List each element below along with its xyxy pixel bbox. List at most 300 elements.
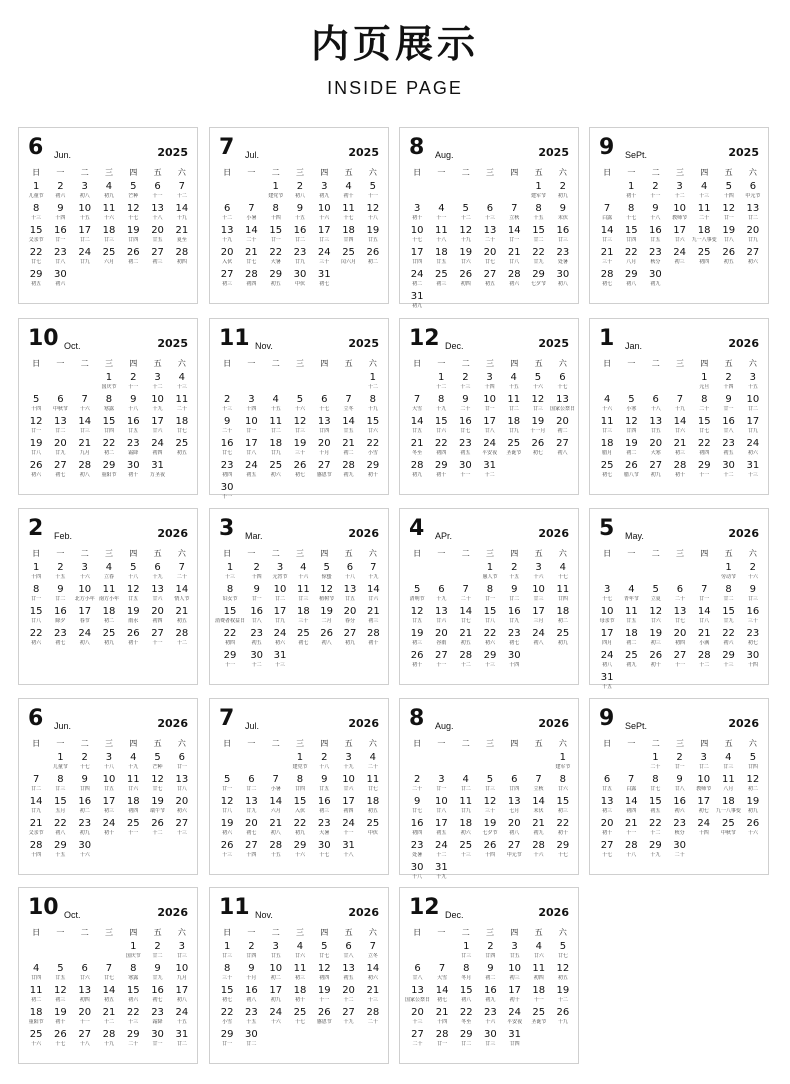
day-number: 28 — [366, 1007, 380, 1018]
day-cell — [361, 460, 385, 482]
lunar-label: 初二 — [270, 975, 281, 981]
day-cell — [478, 1029, 502, 1051]
lunar-label: 清明节 — [409, 596, 425, 602]
weekday-label: 六 — [558, 739, 567, 748]
day-cell — [361, 394, 385, 416]
day-number: 17 — [600, 628, 614, 639]
month-header — [19, 509, 197, 543]
day-cell — [292, 606, 315, 628]
day-number: 12 — [320, 584, 334, 595]
day-number: 26 — [320, 628, 334, 639]
lunar-label: 中秋节 — [52, 406, 68, 412]
day-number: 16 — [317, 796, 331, 807]
month-name: Dec. — [445, 910, 464, 920]
lunar-label: 二十 — [176, 574, 187, 580]
day-number: 23 — [484, 1007, 497, 1018]
lunar-label: 十二 — [152, 830, 163, 836]
weekday-row — [24, 928, 194, 938]
lunar-label: 芒种 — [152, 764, 163, 770]
day-cell — [73, 985, 97, 1007]
day-cell — [454, 203, 478, 225]
empty-cell — [24, 941, 48, 963]
day-cell — [312, 752, 336, 774]
lunar-label: 廿三 — [298, 596, 309, 602]
day-number: 28 — [78, 460, 92, 471]
lunar-label: 南方小年 — [98, 596, 119, 602]
day-cell — [239, 840, 263, 862]
weekday-label: 二 — [461, 168, 470, 177]
day-number: 8 — [130, 963, 137, 974]
day-cell — [741, 818, 765, 840]
day-number: 24 — [532, 628, 545, 639]
day-cell — [288, 181, 312, 203]
lunar-label: 小满 — [699, 640, 710, 646]
lunar-label: 廿五 — [367, 237, 378, 243]
lunar-label: 三十 — [222, 975, 233, 981]
lunar-label: 十九 — [367, 406, 378, 412]
lunar-label: 十三 — [128, 1019, 139, 1025]
day-cell — [716, 628, 740, 650]
day-cell — [73, 203, 97, 225]
lunar-label: 十九 — [152, 406, 163, 412]
day-number: 8 — [463, 963, 470, 974]
weekday-label: 五 — [153, 168, 162, 177]
day-number: 23 — [459, 438, 472, 449]
lunar-label: 初二 — [31, 997, 42, 1003]
day-grid — [215, 941, 385, 1051]
day-number: 4 — [272, 394, 279, 405]
day-number: 20 — [317, 438, 331, 449]
day-number: 9 — [154, 963, 161, 974]
empty-cell — [73, 941, 97, 963]
lunar-label: 初三 — [294, 975, 305, 981]
day-cell — [73, 460, 97, 482]
weekday-label: 一 — [627, 739, 636, 748]
lunar-label: 廿四 — [128, 237, 139, 243]
month-header — [19, 699, 197, 733]
lunar-label: 十四 — [31, 574, 42, 580]
day-cell — [430, 963, 454, 985]
lunar-label: 九一八事变 — [715, 808, 741, 814]
day-cell — [48, 203, 72, 225]
day-cell — [97, 584, 121, 606]
lunar-label: 小雪 — [367, 450, 378, 456]
lunar-label: 十二 — [460, 662, 471, 668]
day-cell — [361, 796, 385, 818]
day-number: 2 — [223, 394, 231, 405]
lunar-label: 廿四 — [626, 237, 637, 243]
day-number: 4 — [105, 181, 113, 192]
day-cell — [97, 225, 121, 247]
day-cell — [48, 606, 72, 628]
month-number: 7 — [219, 706, 235, 731]
day-cell — [264, 247, 288, 269]
lunar-label: 廿七 — [412, 808, 423, 814]
lunar-label: 廿二 — [508, 406, 519, 412]
day-cell — [24, 606, 48, 628]
day-cell — [405, 840, 429, 862]
lunar-label: 廿五 — [343, 428, 354, 434]
day-cell — [717, 181, 741, 203]
day-cell — [502, 438, 526, 460]
day-number: 16 — [410, 818, 424, 829]
month-header — [210, 888, 388, 922]
lunar-label: 重阳节 — [101, 472, 117, 478]
day-cell — [692, 203, 717, 225]
day-grid — [405, 941, 575, 1051]
day-number: 12 — [649, 606, 663, 617]
day-number: 27 — [245, 840, 258, 851]
day-number: 15 — [434, 416, 448, 427]
day-cell — [643, 203, 667, 225]
day-number: 11 — [269, 416, 283, 427]
day-cell — [215, 416, 239, 438]
day-number: 29 — [532, 269, 545, 280]
lunar-label: 初六 — [747, 259, 758, 265]
day-number: 22 — [483, 628, 497, 639]
day-cell — [264, 416, 288, 438]
lunar-label: 十五 — [55, 574, 66, 580]
day-number: 24 — [342, 818, 355, 829]
day-number: 13 — [746, 203, 760, 214]
day-number: 16 — [459, 416, 472, 427]
day-cell — [362, 628, 385, 650]
day-cell — [741, 774, 765, 796]
day-number: 19 — [126, 606, 140, 617]
day-cell — [526, 796, 550, 818]
lunar-label: 初三 — [319, 808, 330, 814]
empty-cell — [478, 181, 502, 203]
day-number: 6 — [486, 203, 494, 214]
day-number: 26 — [29, 460, 43, 471]
lunar-label: 初二 — [626, 450, 637, 456]
day-cell — [145, 394, 169, 416]
month-year: 2026 — [348, 717, 379, 730]
lunar-label: 十六 — [532, 384, 543, 390]
day-cell — [239, 941, 263, 963]
lunar-label: 二十 — [699, 215, 710, 221]
month-name: SePt. — [625, 150, 648, 160]
lunar-label: 廿九 — [152, 975, 163, 981]
day-number: 7 — [369, 941, 377, 952]
day-cell — [526, 774, 550, 796]
lunar-label: 初六 — [222, 830, 233, 836]
day-cell — [595, 460, 619, 482]
day-cell — [215, 941, 239, 963]
lunar-label: 初十 — [103, 830, 114, 836]
month-name: Oct. — [64, 910, 81, 920]
lunar-label: 廿二 — [533, 237, 544, 243]
day-number: 5 — [321, 941, 328, 952]
day-cell — [595, 584, 619, 606]
day-number: 10 — [269, 963, 283, 974]
day-cell — [644, 584, 668, 606]
month-year: 2026 — [728, 717, 759, 730]
day-cell — [170, 247, 194, 269]
day-cell — [716, 606, 740, 628]
weekday-label: 五 — [153, 359, 162, 368]
lunar-label: 初十 — [412, 215, 423, 221]
lunar-label: 元旦 — [699, 384, 710, 390]
day-number: 23 — [673, 818, 686, 829]
day-number: 23 — [245, 1007, 258, 1018]
lunar-label: 廿四 — [509, 1041, 520, 1047]
empty-cell — [619, 562, 643, 584]
lunar-label: 廿五 — [344, 596, 355, 602]
day-cell — [121, 963, 145, 985]
month-header — [19, 128, 197, 162]
day-number: 11 — [29, 985, 43, 996]
day-cell — [595, 225, 619, 247]
day-cell — [692, 628, 716, 650]
day-cell — [24, 774, 48, 796]
lunar-label: 廿八 — [723, 237, 734, 243]
day-number: 18 — [507, 416, 521, 427]
empty-cell — [595, 372, 619, 394]
lunar-label: 十八 — [128, 406, 139, 412]
month-year: 2025 — [157, 337, 188, 350]
day-cell — [215, 203, 239, 225]
day-number: 29 — [697, 460, 711, 471]
lunar-label: 廿三 — [79, 428, 90, 434]
day-number: 15 — [556, 796, 570, 807]
day-number: 1 — [652, 752, 659, 763]
lunar-label: 十一 — [319, 997, 330, 1003]
day-cell — [429, 650, 453, 672]
weekday-label: 六 — [558, 168, 567, 177]
lunar-label: 廿六 — [533, 953, 544, 959]
day-cell — [336, 203, 360, 225]
lunar-label: 十二 — [650, 830, 661, 836]
day-number: 9 — [248, 963, 255, 974]
day-number: 1 — [725, 562, 732, 573]
day-number: 21 — [175, 606, 189, 617]
day-cell — [145, 752, 169, 774]
day-number: 18 — [532, 985, 546, 996]
lunar-label: 初八 — [557, 450, 568, 456]
day-number: 14 — [175, 203, 189, 214]
day-cell — [288, 941, 312, 963]
lunar-label: 八月 — [626, 259, 637, 265]
lunar-label: 初六 — [270, 472, 281, 478]
day-cell — [215, 394, 239, 416]
day-cell — [619, 394, 643, 416]
lunar-label: 初七 — [55, 640, 66, 646]
day-cell — [643, 774, 667, 796]
day-grid — [24, 941, 194, 1051]
day-number: 22 — [54, 818, 67, 829]
weekday-label: 五 — [153, 549, 162, 558]
day-cell — [121, 460, 145, 482]
day-number: 8 — [535, 203, 542, 214]
day-cell — [741, 225, 765, 247]
day-number: 25 — [532, 1007, 546, 1018]
day-cell — [361, 438, 385, 460]
day-cell — [312, 1007, 336, 1029]
day-cell — [239, 774, 263, 796]
month-card — [18, 508, 198, 685]
lunar-label: 十三 — [699, 193, 710, 199]
lunar-label: 初四 — [699, 450, 710, 456]
lunar-label: 廿四 — [79, 786, 90, 792]
day-cell — [644, 416, 668, 438]
lunar-label: 大雪 — [412, 406, 423, 412]
lunar-label: 初八 — [509, 830, 520, 836]
lunar-label: 廿六 — [294, 953, 305, 959]
month-card — [589, 698, 769, 875]
day-cell — [315, 584, 338, 606]
lunar-label: 十六 — [533, 574, 544, 580]
day-cell — [312, 796, 336, 818]
day-number: 7 — [511, 203, 518, 214]
day-cell — [430, 985, 454, 1007]
day-number: 28 — [29, 840, 43, 851]
lunar-label: 大暑 — [319, 830, 330, 836]
lunar-label: 初十 — [128, 472, 139, 478]
day-cell — [170, 628, 194, 650]
lunar-label: 五月 — [55, 808, 66, 814]
day-cell — [429, 460, 453, 482]
day-cell — [170, 562, 194, 584]
weekday-label: 二 — [271, 359, 280, 368]
month-header — [210, 319, 388, 353]
day-number: 13 — [556, 394, 569, 405]
weekday-label: 四 — [129, 168, 138, 177]
day-cell — [454, 840, 478, 862]
day-number: 15 — [29, 225, 43, 236]
lunar-label: 九一八事变 — [691, 237, 717, 243]
day-number: 27 — [507, 840, 521, 851]
day-cell — [595, 840, 619, 862]
weekday-label: 日 — [413, 928, 422, 937]
day-number: 9 — [676, 774, 683, 785]
day-cell — [24, 394, 48, 416]
day-cell — [526, 394, 550, 416]
day-number: 13 — [151, 584, 164, 595]
lunar-label: 廿一 — [31, 428, 42, 434]
lunar-label: 三十 — [602, 259, 613, 265]
lunar-label: 初八 — [79, 472, 90, 478]
month-card — [209, 698, 389, 875]
day-number: 9 — [652, 203, 659, 214]
lunar-label: 寒露 — [103, 406, 114, 412]
day-number: 10 — [175, 963, 189, 974]
lunar-label: 二十 — [222, 428, 233, 434]
day-number: 24 — [269, 1007, 283, 1018]
lunar-label: 廿二 — [79, 237, 90, 243]
month-number: 9 — [599, 135, 615, 160]
day-cell — [215, 247, 239, 269]
empty-cell — [668, 562, 692, 584]
day-number: 14 — [342, 416, 355, 427]
lunar-label: 十八 — [128, 574, 139, 580]
day-cell — [551, 203, 575, 225]
lunar-label: 十四 — [246, 852, 257, 858]
lunar-label: 十七 — [343, 215, 354, 221]
day-cell — [619, 840, 643, 862]
day-cell — [239, 796, 263, 818]
day-cell — [526, 840, 550, 862]
lunar-label: 初七 — [298, 640, 309, 646]
day-cell — [24, 416, 48, 438]
lunar-label: 廿五 — [412, 428, 423, 434]
lunar-label: 廿一 — [176, 764, 187, 770]
day-cell — [692, 460, 716, 482]
lunar-label: 廿四 — [319, 428, 330, 434]
empty-cell — [454, 562, 478, 584]
lunar-label: 七夕节 — [482, 830, 498, 836]
day-number: 16 — [245, 985, 258, 996]
lunar-label: 十八 — [79, 1041, 90, 1047]
day-number: 2 — [725, 372, 732, 383]
lunar-label: 初七 — [152, 997, 163, 1003]
day-cell — [97, 394, 121, 416]
day-cell — [619, 225, 643, 247]
day-cell — [48, 394, 72, 416]
month-name: Nov. — [255, 341, 273, 351]
day-cell — [288, 818, 312, 840]
day-number: 4 — [438, 203, 445, 214]
day-number: 18 — [29, 1007, 43, 1018]
lunar-label: 初五 — [557, 975, 568, 981]
day-number: 30 — [220, 482, 234, 493]
lunar-label: 初十 — [412, 662, 423, 668]
day-cell — [24, 796, 48, 818]
day-number: 27 — [649, 460, 663, 471]
lunar-label: 十一 — [436, 662, 447, 668]
lunar-label: 二十 — [412, 1041, 423, 1047]
day-number: 16 — [126, 416, 140, 427]
lunar-label: 廿二 — [509, 596, 520, 602]
weekday-row — [215, 168, 385, 178]
day-number: 19 — [483, 818, 497, 829]
lunar-label: 十六 — [319, 215, 330, 221]
day-cell — [527, 985, 551, 1007]
day-cell — [245, 562, 268, 584]
day-number: 17 — [175, 985, 189, 996]
lunar-label: 廿二 — [461, 1041, 472, 1047]
day-cell — [526, 225, 550, 247]
day-cell — [97, 181, 121, 203]
day-number: 2 — [57, 181, 64, 192]
day-number: 23 — [151, 1007, 164, 1018]
day-cell — [336, 1007, 360, 1029]
lunar-label: 廿二 — [55, 428, 66, 434]
lunar-label: 立冬 — [343, 406, 354, 412]
weekday-label: 五 — [534, 928, 543, 937]
day-number: 15 — [54, 796, 67, 807]
day-cell — [170, 225, 194, 247]
weekday-row — [595, 168, 765, 178]
lunar-label: 七月 — [509, 808, 520, 814]
lunar-label: 十四 — [723, 193, 734, 199]
day-cell — [170, 416, 194, 438]
day-cell — [454, 1029, 478, 1051]
day-number: 21 — [410, 438, 424, 449]
day-number: 28 — [624, 840, 638, 851]
day-cell — [667, 752, 691, 774]
day-number: 16 — [54, 606, 67, 617]
lunar-label: 十二 — [367, 384, 378, 390]
lunar-label: 初五 — [723, 450, 734, 456]
lunar-label: 十四 — [31, 852, 42, 858]
lunar-label: 十三 — [484, 215, 495, 221]
day-cell — [170, 438, 194, 460]
lunar-label: 冬至 — [461, 1019, 472, 1025]
empty-cell — [454, 181, 478, 203]
day-number: 7 — [178, 181, 186, 192]
day-cell — [595, 247, 619, 269]
